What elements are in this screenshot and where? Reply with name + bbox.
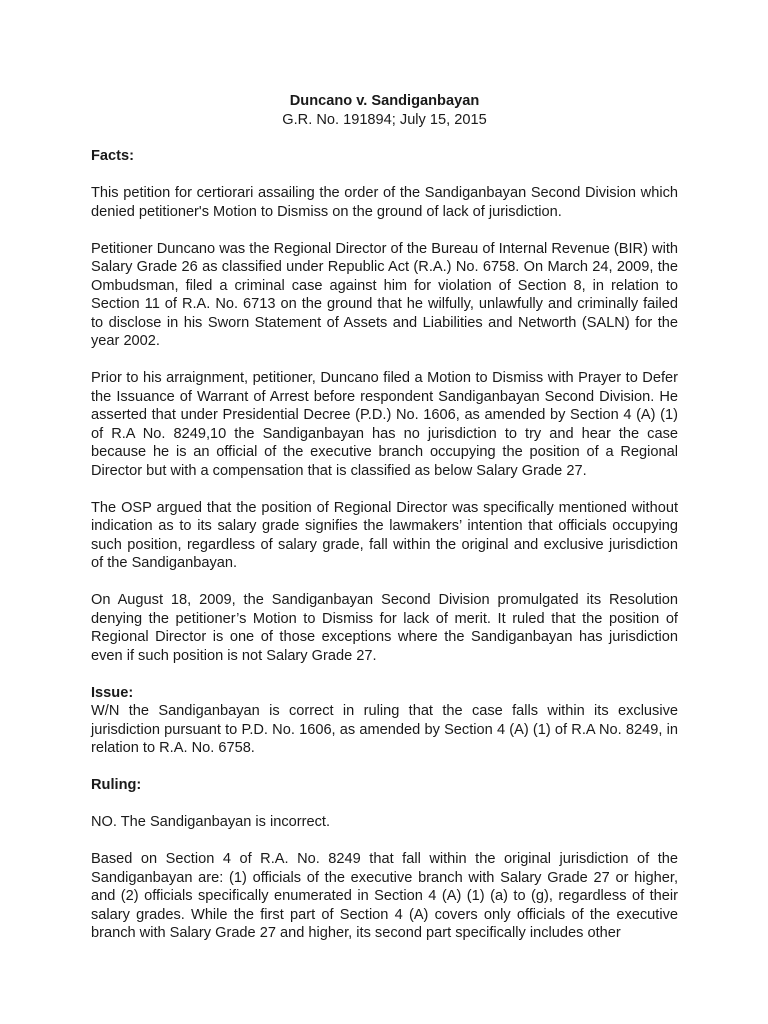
title-block: [91, 92, 678, 129]
case-citation: G.R. No. 191894; July 15, 2015: [282, 111, 487, 128]
facts-paragraph-1: This petition for certiorari assailing the order of the Sandiganbayan Second Division which denied petitioner's Motion to Dismiss on the ground of lack of jurisdiction.: [91, 185, 678, 220]
issue-paragraph: W/N the Sandiganbayan is correct in ruling that the case falls within its exclusive jurisdiction pursuant to P.D. No. 1606, as amended by Section 4 (A) (1) of R.A No. 8249, in relation to R.A. No. 6758.: [91, 703, 678, 756]
facts-paragraph-4: The OSP argued that the position of Regional Director was specifically mentioned without indication as to its salary grade signifies the lawmakers’ intention that officials occupying such position, regardless of salary grade, fall within the original and exclusive jurisdiction of the Sandiganbayan.: [91, 499, 678, 571]
issue-heading: Issue:: [91, 684, 134, 701]
facts-paragraph-3: Prior to his arraignment, petitioner, Duncano filed a Motion to Dismiss with Prayer to Defer the Issuance of Warrant of Arrest before respondent Sandiganbayan Second Division. He asserted that under Presidential Decree (P.D.) No. 1606, as amended by Section 4 (A) (1) of R.A No. 8249,10 the Sandiganbayan has no jurisdiction to try and hear the case because he is an official of the executive branch occupying the position of a Regional Director but with a compensation that is classified as below Salary Grade 27.: [91, 370, 678, 479]
document-page: [91, 92, 678, 943]
ruling-heading: Ruling:: [91, 777, 142, 793]
ruling-paragraph-1: NO. The Sandiganbayan is incorrect.: [91, 814, 331, 830]
ruling-paragraph-2: Based on Section 4 of R.A. No. 8249 that fall within the original jurisdiction of the Sandiganbayan are: (1) officials of the executive branch with Salary Grade 27 or higher, and (2) officials specifically enumerated in Section 4 (A) (1) (a) to (g), regardless of their salary grades. While the first part of Section 4 (A) covers only officials of the executive branch with Salary Grade 27 and higher, its second part specifically includes other: [91, 851, 678, 941]
facts-paragraph-2: Petitioner Duncano was the Regional Director of the Bureau of Internal Revenue (BIR) with Salary Grade 26 as classified under Republic Act (R.A.) No. 6758. On March 24, 2009, the Ombudsman, filed a criminal case against him for violation of Section 8, in relation to Section 11 of R.A. No. 6713 on the ground that he wilfully, unlawfully and criminally failed to disclose in his Sworn Statement of Assets and Liabilities and Networth (SALN) for the year 2002.: [91, 240, 678, 349]
facts-paragraph-5: On August 18, 2009, the Sandiganbayan Second Division promulgated its Resolution denying the petitioner’s Motion to Dismiss for lack of merit. It ruled that the position of Regional Director is one of those exceptions where the Sandiganbayan has jurisdiction even if such position is not Salary Grade 27.: [91, 592, 678, 664]
facts-heading: Facts:: [91, 148, 134, 164]
case-title: Duncano v. Sandiganbayan: [289, 93, 480, 109]
